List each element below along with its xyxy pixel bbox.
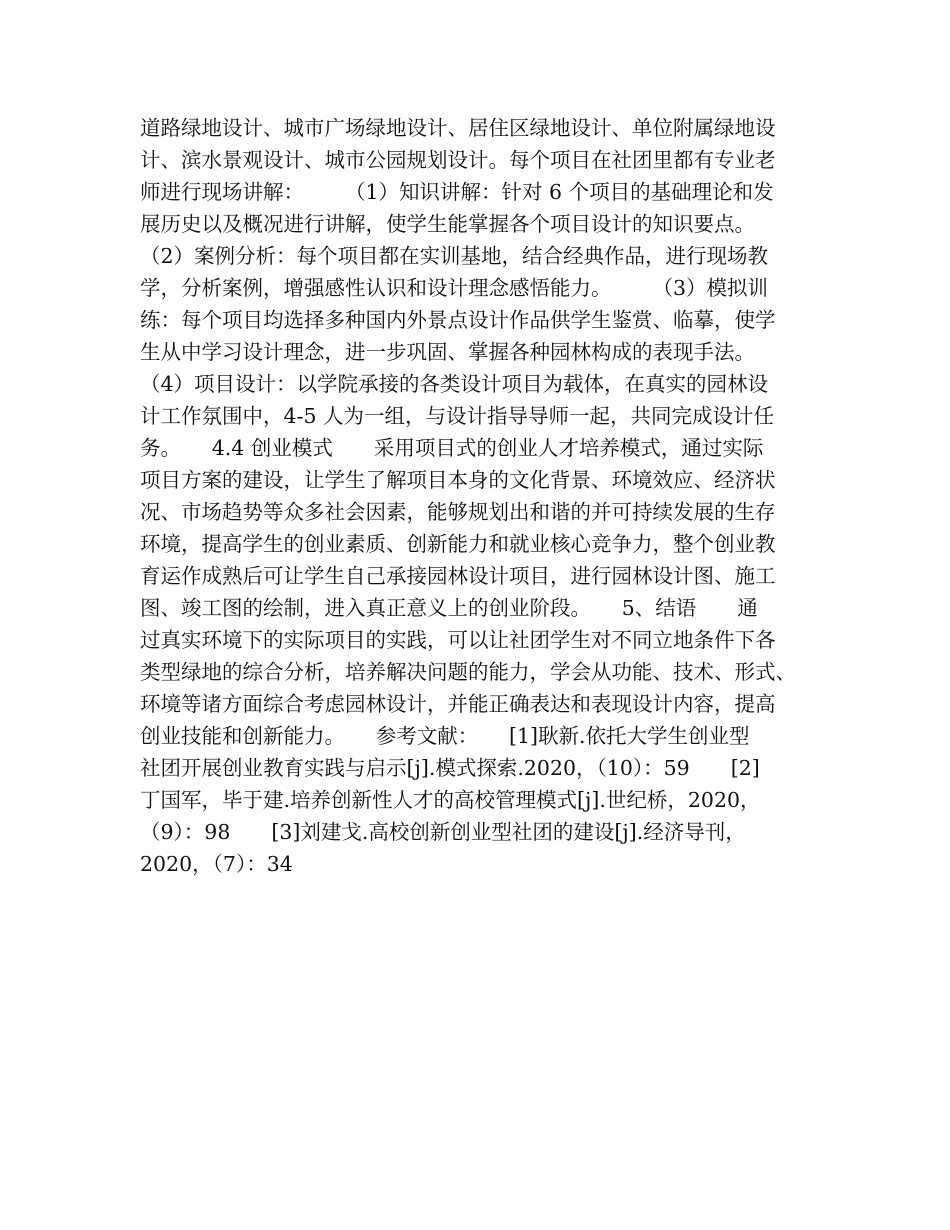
text-line: 环境，提高学生的创业素质、创新能力和就业核心竞争力，整个创业教 — [140, 532, 776, 556]
text-line: （4）项目设计：以学院承接的各类设计项目为载体，在真实的园林设 — [140, 372, 769, 396]
text-line: 2020，（7）：34 — [140, 852, 293, 876]
text-line: 展历史以及概况进行讲解，使学生能掌握各个项目设计的知识要点。 — [140, 212, 755, 236]
text-line: 过真实环境下的实际项目的实践，可以让社团学生对不同立地条件下各 — [140, 628, 776, 652]
text-line: 环境等诸方面综合考虑园林设计，并能正确表达和表现设计内容，提高 — [140, 692, 776, 716]
text-line: 图、竣工图的绘制，进入真正意义上的创业阶段。 5、结语 通 — [140, 596, 758, 620]
text-line: 类型绿地的综合分析，培养解决问题的能力，学会从功能、技术、形式、 — [140, 660, 796, 684]
body-text — [140, 112, 820, 880]
text-line: 丁国军，毕于建.培养创新性人才的高校管理模式[j].世纪桥，2020， — [140, 788, 761, 812]
text-line: 道路绿地设计、城市广场绿地设计、居住区绿地设计、单位附属绿地设 — [140, 116, 776, 140]
text-line: 创业技能和创新能力。 参考文献： [1]耿新.依托大学生创业型 — [140, 724, 750, 748]
text-line: （9）：98 [3]刘建戈.高校创新创业型社团的建设[j].经济导刊， — [140, 820, 746, 844]
text-line: 育运作成熟后可让学生自己承接园林设计项目，进行园林设计图、施工 — [140, 564, 776, 588]
text-line: 况、市场趋势等众多社会因素，能够规划出和谐的并可持续发展的生存 — [140, 500, 776, 524]
text-line: （2）案例分析：每个项目都在实训基地，结合经典作品，进行现场教 — [140, 244, 769, 268]
text-line: 学，分析案例，增强感性认识和设计理念感悟能力。 （3）模拟训 — [140, 276, 769, 300]
text-line: 务。 4.4 创业模式 采用项目式的创业人才培养模式，通过实际 — [140, 436, 764, 460]
text-line: 师进行现场讲解： （1）知识讲解：针对 6 个项目的基础理论和发 — [140, 180, 774, 204]
text-line: 项目方案的建设，让学生了解项目本身的文化背景、环境效应、经济状 — [140, 468, 776, 492]
text-line: 练：每个项目均选择多种国内外景点设计作品供学生鉴赏、临摹，使学 — [140, 308, 776, 332]
text-line: 生从中学习设计理念，进一步巩固、掌握各种园林构成的表现手法。 — [140, 340, 755, 364]
text-line: 计工作氛围中，4-5 人为一组，与设计指导导师一起，共同完成设计任 — [140, 404, 775, 428]
text-line: 社团开展创业教育实践与启示[j].模式探索.2020，（10）：59 [2] — [140, 756, 760, 780]
text-line: 计、滨水景观设计、城市公园规划设计。每个项目在社团里都有专业老 — [140, 148, 776, 172]
